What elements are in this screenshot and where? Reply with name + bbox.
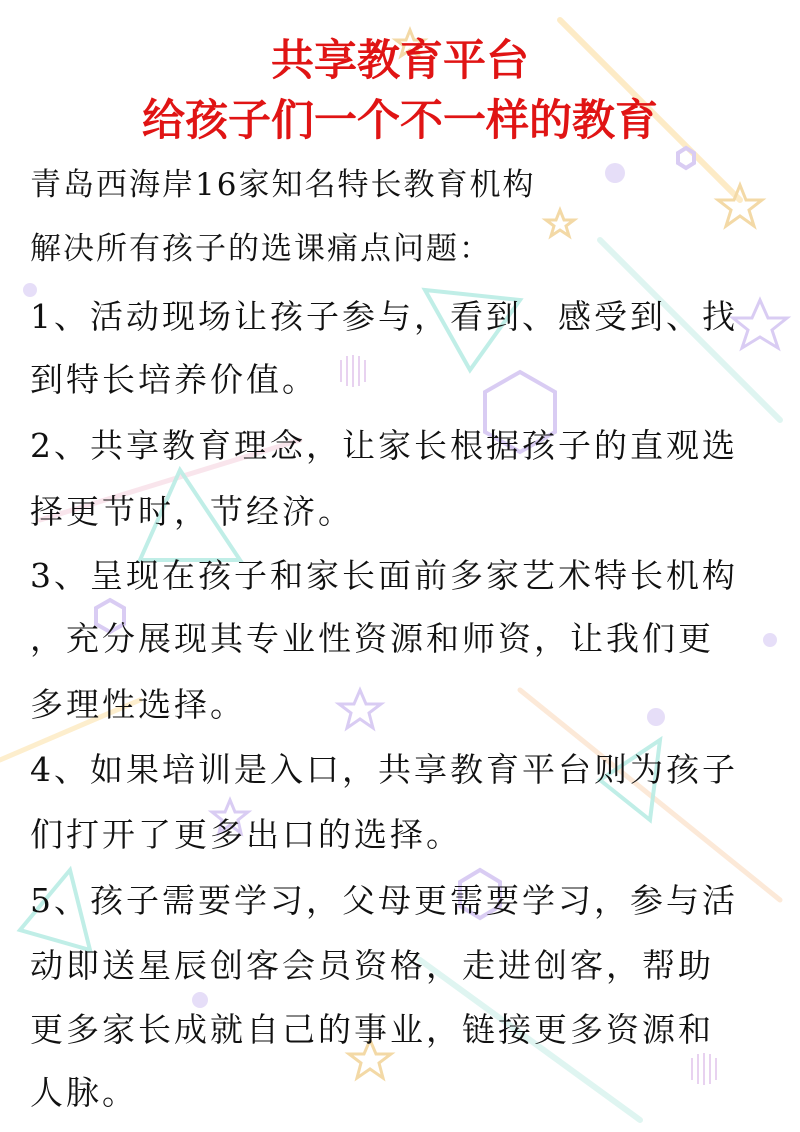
- point-2-line-1: 2、共享教育理念，让家长根据孩子的直观选: [30, 426, 738, 465]
- point-1-line-2: 到特长培养价值。: [30, 360, 318, 399]
- point-1-line-1: 1、活动现场让孩子参与，看到、感受到、找: [30, 297, 738, 336]
- point-5-line-4: 人脉。: [30, 1073, 138, 1112]
- point-4-line-2: 们打开了更多出口的选择。: [30, 815, 462, 854]
- headline-subtitle: 给孩子们一个不一样的教育: [142, 96, 658, 146]
- headline-title: 共享教育平台: [271, 36, 529, 86]
- point-3-line-3: 多理性选择。: [30, 685, 246, 724]
- point-5-line-3: 更多家长成就自己的事业，链接更多资源和: [30, 1010, 714, 1049]
- point-5-line-1: 5、孩子需要学习，父母更需要学习，参与活: [30, 881, 738, 920]
- point-4-line-1: 4、如果培训是入口，共享教育平台则为孩子: [30, 750, 738, 789]
- point-3-line-2: ，充分展现其专业性资源和师资，让我们更: [30, 619, 714, 658]
- point-5-line-2: 动即送星辰创客会员资格，走进创客，帮助: [30, 946, 714, 985]
- intro-line-pain-points: 解决所有孩子的选课痛点问题：: [30, 231, 492, 267]
- point-2-line-2: 择更节时，节经济。: [30, 492, 354, 531]
- point-3-line-1: 3、呈现在孩子和家长面前多家艺术特长机构: [30, 556, 738, 595]
- intro-line-institutions: 青岛西海岸16家知名特长教育机构: [30, 167, 536, 203]
